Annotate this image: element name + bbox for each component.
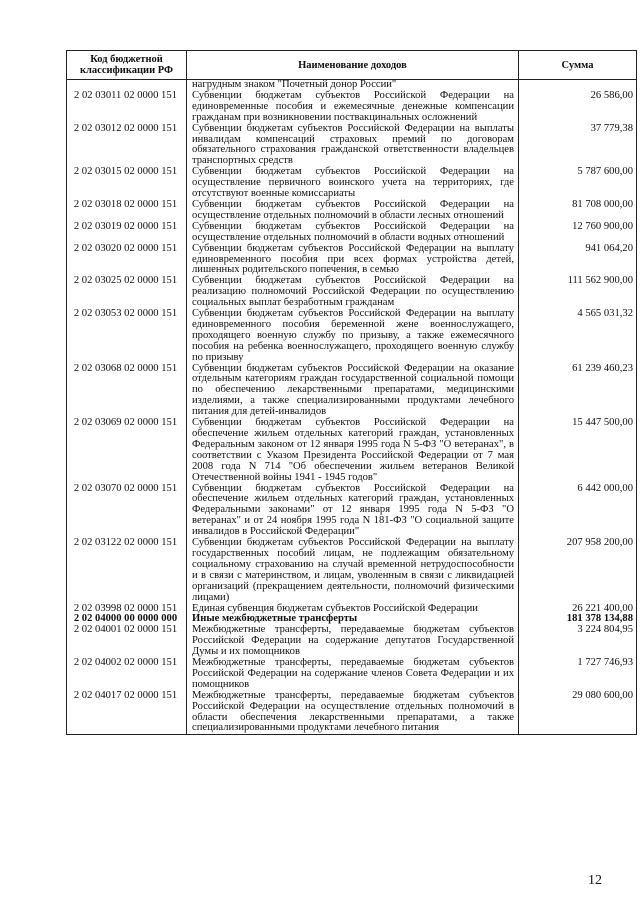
row-name: Единая субвенция бюджетам субъектов Российской Федерации <box>187 604 519 615</box>
row-sum: 941 064,20 <box>519 244 637 277</box>
row-sum: 26 586,00 <box>519 91 637 124</box>
row-code: 2 02 03998 02 0000 151 <box>67 604 187 615</box>
row-name: Субвенции бюджетам субъектов Российской Федерации на выплату единовременного пособия при всех формах устройства детей, лишенных родительского попечения, в семью <box>187 244 519 277</box>
row-name: Субвенции бюджетам субъектов Российской Федерации на оказание отдельным категориям граждан государственной социальной помощи по обеспечению лекарственными препаратами, медицинскими изделиями, а также специализированными продуктами лечебного питания для детей-инвалидов <box>187 364 519 419</box>
revenue-table <box>66 50 637 735</box>
row-name: Субвенции бюджетам субъектов Российской Федерации на обеспечение жильем отдельных категорий граждан, установленных Федеральным законом от 12 января 1995 года N 5-ФЗ "О ветеранах", в соответствии с Указом Президента Российской Федерации от 7 мая 2008 года N 714 "Об обеспечении жильем ветеранов Великой Отечественной войны 1941 - 1945 годов" <box>187 418 519 483</box>
row-name: Субвенции бюджетам субъектов Российской Федерации на реализацию полномочий Российской Федерации по осуществлению социальных выплат безработным гражданам <box>187 276 519 309</box>
row-sum: 12 760 900,00 <box>519 222 637 244</box>
row-code: 2 02 03069 02 0000 151 <box>67 418 187 483</box>
row-name: Субвенции бюджетам субъектов Российской Федерации на выплаты инвалидам компенсаций страховых премий по договорам обязательного страхования гражданской ответственности владельцев транспортных средств <box>187 124 519 168</box>
row-sum: 4 565 031,32 <box>519 309 637 364</box>
row-name: Субвенции бюджетам субъектов Российской Федерации на осуществление первичного воинского учета на территориях, где отсутствуют военные комиссариаты <box>187 167 519 200</box>
row-code: 2 02 03122 02 0000 151 <box>67 538 187 603</box>
row-code: 2 02 03070 02 0000 151 <box>67 484 187 539</box>
row-name: нагрудным знаком "Почетный донор России" <box>187 80 519 91</box>
row-code: 2 02 04000 00 0000 000 <box>67 614 187 625</box>
row-name: Межбюджетные трансферты, передаваемые бюджетам субъектов Российской Федерации на осуществление отдельных полномочий в области обеспечения лекарственными препаратами, а также специализированными продуктами лечебного питания <box>187 691 519 735</box>
table-row <box>67 538 637 603</box>
row-sum: 3 224 804,95 <box>519 625 637 658</box>
table-row <box>67 244 637 277</box>
row-sum: 26 221 400,00 <box>519 604 637 615</box>
row-name: Субвенции бюджетам субъектов Российской Федерации на выплату единовременного пособия беременной жене военнослужащего, проходящего военную службу по призыву, а также ежемесячного пособия на ребенка военнослужащего, проходящего военную службу по призыву <box>187 309 519 364</box>
row-code: 2 02 03015 02 0000 151 <box>67 167 187 200</box>
row-code: 2 02 03020 02 0000 151 <box>67 244 187 277</box>
table-row <box>67 418 637 483</box>
table-row <box>67 222 637 244</box>
page-number: 12 <box>588 873 602 888</box>
table-row <box>67 691 637 735</box>
row-code: 2 02 04002 02 0000 151 <box>67 658 187 691</box>
table-header-row <box>67 51 637 80</box>
row-code: 2 02 03018 02 0000 151 <box>67 200 187 222</box>
row-code: 2 02 03019 02 0000 151 <box>67 222 187 244</box>
row-sum: 181 378 134,88 <box>519 614 637 625</box>
row-code: 2 02 03068 02 0000 151 <box>67 364 187 419</box>
row-sum: 29 080 600,00 <box>519 691 637 735</box>
table-row <box>67 276 637 309</box>
row-name: Субвенции бюджетам субъектов Российской Федерации на выплату государственных пособий лицам, не подлежащим обязательному социальному страхованию на случай временной нетрудоспособности и в связи с материнством, и лицам, уволенным в связи с ликвидацией организаций (прекращением деятельности, полномочий физическими лицами) <box>187 538 519 603</box>
table-row <box>67 484 637 539</box>
row-code: 2 02 03011 02 0000 151 <box>67 91 187 124</box>
row-name: Субвенции бюджетам субъектов Российской Федерации на осуществление отдельных полномочий в области водных отношений <box>187 222 519 244</box>
table-row <box>67 364 637 419</box>
row-code: 2 02 03053 02 0000 151 <box>67 309 187 364</box>
row-sum: 1 727 746,93 <box>519 658 637 691</box>
row-name: Иные межбюджетные трансферты <box>187 614 519 625</box>
table-row <box>67 625 637 658</box>
row-code: 2 02 04017 02 0000 151 <box>67 691 187 735</box>
row-name: Межбюджетные трансферты, передаваемые бюджетам субъектов Российской Федерации на содержание депутатов Государственной Думы и их помощников <box>187 625 519 658</box>
table-row <box>67 124 637 168</box>
row-name: Межбюджетные трансферты, передаваемые бюджетам субъектов Российской Федерации на содержание членов Совета Федерации и их помощников <box>187 658 519 691</box>
row-sum: 37 779,38 <box>519 124 637 168</box>
table-row <box>67 91 637 124</box>
table-row <box>67 167 637 200</box>
row-code: 2 02 04001 02 0000 151 <box>67 625 187 658</box>
header-name: Наименование доходов <box>187 51 519 80</box>
row-sum: 5 787 600,00 <box>519 167 637 200</box>
row-code: 2 02 03012 02 0000 151 <box>67 124 187 168</box>
row-name: Субвенции бюджетам субъектов Российской Федерации на осуществление отдельных полномочий в области лесных отношений <box>187 200 519 222</box>
header-sum: Сумма <box>519 51 637 80</box>
table-row <box>67 200 637 222</box>
row-sum: 207 958 200,00 <box>519 538 637 603</box>
row-name: Субвенции бюджетам субъектов Российской Федерации на единовременные пособия и ежемесячные денежные компенсации гражданам при возникновении поствакцинальных осложнений <box>187 91 519 124</box>
row-name: Субвенции бюджетам субъектов Российской Федерации на обеспечение жильем отдельных категорий граждан, установленных Федеральными законами" от 12 января 1995 года N 5-ФЗ "О ветеранах" и от 24 ноября 1995 года N 181-ФЗ "О социальной защите инвалидов в Российской Федерации" <box>187 484 519 539</box>
table-row <box>67 658 637 691</box>
header-code: Код бюджетной классификации РФ <box>67 51 187 80</box>
row-sum: 81 708 000,00 <box>519 200 637 222</box>
row-sum: 15 447 500,00 <box>519 418 637 483</box>
row-sum: 6 442 000,00 <box>519 484 637 539</box>
document-page <box>66 50 636 735</box>
row-code: 2 02 03025 02 0000 151 <box>67 276 187 309</box>
table-row <box>67 309 637 364</box>
row-sum: 111 562 900,00 <box>519 276 637 309</box>
row-sum: 61 239 460,23 <box>519 364 637 419</box>
